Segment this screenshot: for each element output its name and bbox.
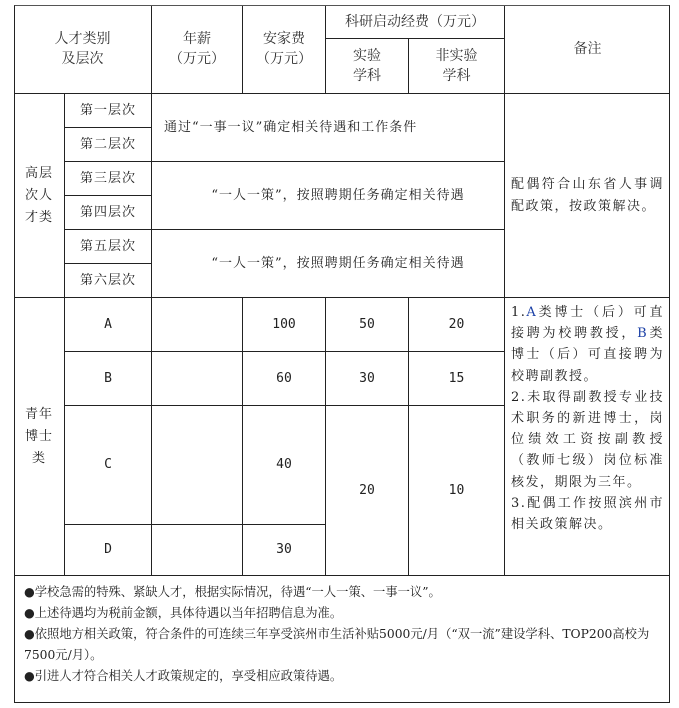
level-1: 第一层次: [65, 94, 152, 128]
treatment-level-1-2-text: 通过“一事一议”确定相关待遇和工作条件: [164, 119, 418, 135]
young-phd-non-experimental-b: 15: [409, 352, 505, 406]
remark-1-a: A: [526, 305, 538, 320]
high-level-category-line3: 才类: [24, 209, 53, 225]
note-2: ●上述待遇均为税前金额，具体待遇以当年招聘信息为准。: [24, 606, 343, 620]
remark-1-prefix: 1.: [511, 305, 527, 320]
header-experimental-line1: 实验: [353, 48, 381, 64]
young-phd-salary-c: [152, 406, 243, 525]
level-2: 第二层次: [65, 128, 152, 162]
young-phd-category: [14, 298, 65, 576]
treatment-level-1-2: [152, 94, 505, 162]
header-settlement-line1: 安家费: [263, 31, 305, 47]
header-research-fund: [326, 5, 505, 39]
young-phd-level-b: B: [65, 352, 152, 406]
remark-1-mid: 类博士（后）可直接聘为校聘教授，: [511, 305, 664, 342]
header-category: [14, 5, 152, 94]
young-phd-non-experimental-a: 20: [409, 298, 505, 352]
level-5: 第五层次: [65, 230, 152, 264]
young-phd-salary-d: [152, 525, 243, 576]
talent-policy-table: [14, 5, 670, 576]
young-phd-category-line2: 博士: [24, 428, 53, 444]
young-phd-settlement-d: 30: [243, 525, 326, 576]
young-phd-level-a: A: [65, 298, 152, 352]
young-phd-remark: [505, 298, 670, 535]
header-experimental-line2: 学科: [353, 68, 381, 84]
notes-section: [14, 576, 670, 703]
header-remarks-label: 备注: [573, 41, 602, 57]
young-phd-category-line1: 青年: [24, 406, 53, 422]
remark-1-end: 类博士（后）可直接聘为校聘副教授。: [511, 326, 664, 384]
young-phd-salary-b: [152, 352, 243, 406]
header-salary: [152, 5, 243, 94]
young-phd-category-line3: 类: [31, 450, 46, 466]
high-level-category-line2: 次人: [24, 187, 53, 203]
treatment-level-3-4: [152, 162, 505, 230]
header-settlement: [243, 5, 326, 94]
young-phd-experimental-b: 30: [326, 352, 409, 406]
young-phd-remark-item-3: 3.配偶工作按照滨州市相关政策解决。: [511, 495, 664, 533]
note-1: ●学校急需的特殊、紧缺人才，根据实际情况，待遇“一人一策、一事一议”。: [24, 585, 441, 599]
note-3: ●依照地方相关政策，符合条件的可连续三年享受滨州市生活补贴5000元/月（“双一流”建设学科、TOP200高校为7500元/月）。: [24, 627, 650, 662]
level-6: 第六层次: [65, 264, 152, 298]
treatment-level-5-6: [152, 230, 505, 298]
header-category-line2: 及层次: [61, 51, 104, 67]
header-settlement-line2: （万元）: [256, 51, 312, 67]
young-phd-remark-item-1: [511, 302, 664, 387]
young-phd-experimental-a: 50: [326, 298, 409, 352]
header-salary-line2: （万元）: [169, 51, 225, 67]
high-level-category: [14, 94, 65, 298]
high-level-remark-cell: [505, 94, 670, 298]
young-phd-experimental-cd: 20: [326, 406, 409, 576]
header-non-experimental-line2: 学科: [442, 68, 471, 84]
young-phd-non-experimental-cd: 10: [409, 406, 505, 576]
young-phd-level-c: C: [65, 406, 152, 525]
young-phd-category-text: [22, 404, 56, 470]
young-phd-level-d: D: [65, 525, 152, 576]
level-3: 第三层次: [65, 162, 152, 196]
header-experimental: [326, 39, 409, 94]
treatment-level-3-4-text: “一人一策”，按照聘期任务确定相关待遇: [211, 187, 465, 203]
young-phd-settlement-c: 40: [243, 406, 326, 525]
note-4: ●引进人才符合相关人才政策规定的，享受相应政策待遇。: [24, 669, 343, 683]
young-phd-salary-a: [152, 298, 243, 352]
high-level-remark: 配偶符合山东省人事调配政策，按政策解决。: [511, 177, 664, 214]
high-level-category-line1: 高层: [24, 165, 53, 181]
high-level-category-text: [22, 163, 56, 229]
young-phd-remark-item-2: 2.未取得副教授专业技术职务的新进博士，岗位绩效工资按副教授（教师七级）岗位标准核发，期限为三年。: [511, 389, 664, 490]
header-salary-line1: 年薪: [183, 31, 211, 47]
header-category-line1: 人才类别: [54, 31, 111, 47]
young-phd-settlement-a: 100: [243, 298, 326, 352]
header-non-experimental: [409, 39, 505, 94]
remark-1-b: B: [637, 326, 649, 342]
header-non-experimental-line1: 非实验: [435, 48, 478, 64]
header-remarks: [505, 5, 670, 94]
treatment-level-5-6-text: “一人一策”，按照聘期任务确定相关待遇: [211, 255, 465, 271]
header-research-fund-label: 科研启动经费（万元）: [345, 13, 485, 30]
young-phd-settlement-b: 60: [243, 352, 326, 406]
level-4: 第四层次: [65, 196, 152, 230]
young-phd-remark-cell: [505, 298, 670, 576]
